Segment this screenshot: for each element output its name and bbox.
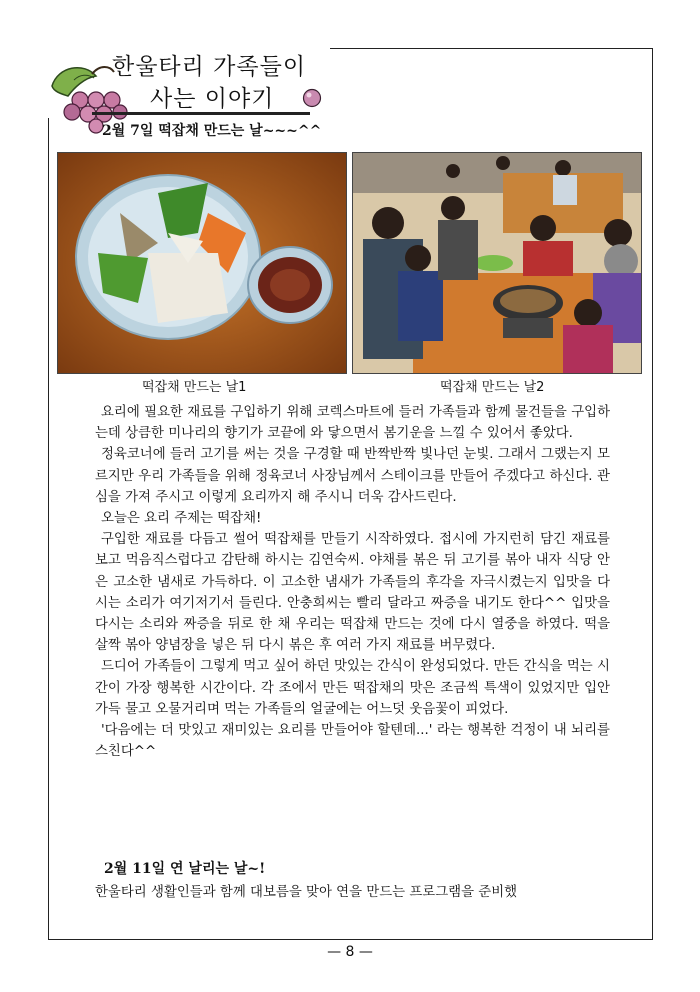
paragraph: 구입한 재료를 다듬고 썰어 떡잡채를 만들기 시작하였다. 접시에 가지런히 담긴 재료를 보고 먹음직스럽다고 감탄해 하시는 김연숙씨. 야채를 볶은 뒤 고기를 볶아 내자 식당 안은 고소한 냄새로 가득하다. 이 고소한 냄새가 가족들의 후각을 자극시켰는지 입맛을 다시는 소리가 여기저기서 들린다. 안충희씨는 빨리 달라고 짜증을 내기도 한다^^ 입맛을 다시는 소리와 짜증을 뒤로 한 채 우리는 떡잡채 만드는 것에 다시 열중을 하였다. 떡을 살짝 볶아 양념장을 넣은 뒤 다시 볶은 후 여러 가지 재료를 버무렸다. (95, 532, 610, 654)
paragraph: 드디어 가족들이 그렇게 먹고 싶어 하던 맛있는 간식이 완성되었다. 만든 간식을 먹는 시간이 가장 행복한 시간이다. 각 조에서 만든 떡잡채의 맛은 조금씩 특색이 있었지만 입안 가득 물고 오물거리며 먹는 가족들의 얼굴에는 어느덧 웃음꽃이 피었다. (95, 659, 610, 717)
paragraph-continued: 한울타리 생활인들과 함께 대보름을 맞아 연을 만드는 프로그램을 준비했 (95, 885, 518, 900)
paragraph: 정육코너에 들러 고기를 써는 것을 구경할 때 반짝반짝 빛나던 눈빛. 그래서 그랬는지 모르지만 우리 가족들을 위해 정육코너 사장님께서 스테이크를 만들어 주겠다고 하신다. 관심을 가져 주시고 이렇게 요리까지 해 주시니 더욱 감사드린다. (95, 447, 610, 505)
photo-caption-2: 떡잡채 만드는 날2 (440, 380, 545, 395)
photo-caption-1: 떡잡채 만드는 날1 (142, 380, 247, 395)
section-heading-2: 2월 11일 연 날리는 날~! (104, 861, 266, 877)
paragraph: 요리에 필요한 재료를 구입하기 위해 코렉스마트에 들러 가족들과 함께 물건들을 구입하는데 상큼한 미나리의 향기가 코끝에 와 닿으면서 봄기운을 느낄 수 있어서 좋았다. (95, 405, 610, 442)
paragraph: 오늘은 요리 주제는 떡잡채! (101, 511, 262, 527)
photo-cooking-session (352, 152, 642, 374)
page-number: — 8 — (327, 944, 373, 960)
paragraph: '다음에는 더 맛있고 재미있는 요리를 만들어야 할텐데...' 라는 행복한 걱정이 내 뇌리를 스친다^^ (95, 723, 610, 760)
title-underline (92, 112, 310, 115)
title-line-1: 한울타리 가족들이 (112, 54, 307, 80)
section-heading-1: 2월 7일 떡잡채 만드는 날~~~^^ (102, 123, 322, 139)
photo-japchae-plate (57, 152, 347, 374)
article-body (95, 402, 610, 762)
grape-berry-icon (302, 88, 322, 108)
title-line-2: 사는 이야기 (150, 86, 275, 112)
